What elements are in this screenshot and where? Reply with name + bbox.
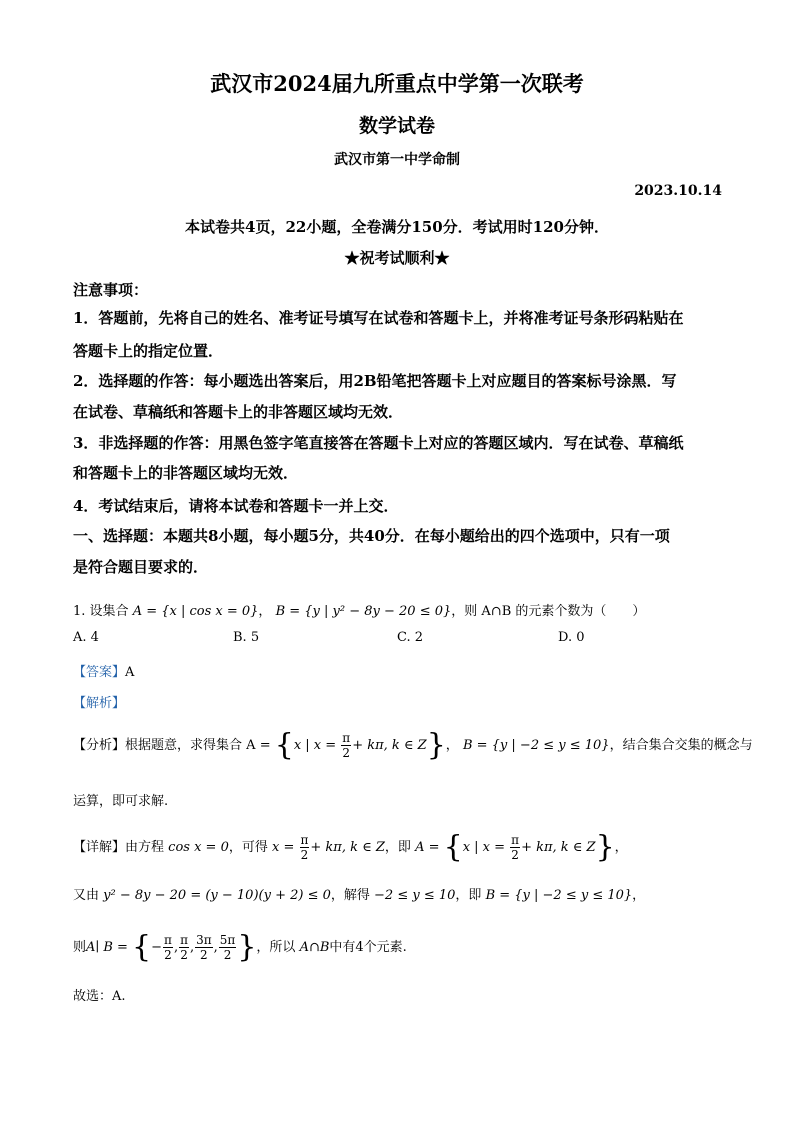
fenxi-text-cont: ，结合集合交集的概念与 [609,738,753,753]
option-a: A. 4 [73,630,99,645]
solve-text: ，解得 [330,888,370,903]
solve-b-line [73,884,645,903]
intersection-ab: A∩B [299,940,330,955]
solve-text: ，即 [455,888,482,903]
solve-eq: y² − 8y − 20 = (y − 10)(y + 2) ≤ 0 [103,888,331,903]
solve-text: ， [632,888,646,903]
solve-ineq: −2 ≤ y ≤ 10 [374,888,456,903]
solve-set-b: B = {y | −2 ≤ y ≤ 10} [485,888,633,903]
q1-prefix: 1. 设集合 [73,604,129,619]
detail-tag: 【详解】 [73,840,126,855]
answer-tag: 【答案】 [73,665,126,680]
answer-line [73,661,134,680]
note-line: 在试卷、草稿纸和答题卡上的非答题区域均无效． [73,403,404,421]
answer-value: A [125,665,135,680]
fenxi-comma: ， [445,738,459,753]
exam-wish: ★祝考试顺利★ [344,249,450,267]
note-line: 答题卡上的指定位置． [73,342,224,360]
q1-set-a: A = {x | cos x = 0} [132,604,259,619]
option-c: C. 2 [397,630,424,645]
q1-sep: ， [258,604,272,619]
notes-heading: 注意事项： [73,281,149,299]
then-text: ，所以 [256,940,296,955]
detail-text: ，可得 [228,840,268,855]
detail-text: 由方程 [125,840,165,855]
then-text: 则 [73,940,87,955]
section-heading-cont: 是符合题目要求的． [73,558,209,576]
detail-text: ， [614,840,628,855]
intersection-line: 则A∣ B = {− $\frac{\pi}{2}$ , $\frac{\pi}{2}$ , $\frac{3\pi}{2}$ , $\frac{5\pi}{2}$ }，所以 A∩B中有4个元素. [73,929,407,965]
note-line: 1．答题前，先将自己的姓名、准考证号填写在试卷和答题卡上，并将准考证号条形码粘贴在 [73,309,684,327]
q1-suffix: ，则 A∩B 的元素个数为（ ） [451,604,646,619]
analysis-tag: 【解析】 [73,696,126,711]
fenxi-text: 根据题意，求得集合 [125,738,243,753]
option-d: D. 0 [558,630,585,645]
exam-date: 2023.10.14 [634,183,722,199]
conclusion: 故选：A. [73,989,126,1004]
then-text: 中有4个元素. [329,940,407,955]
note-line: 和答题卡上的非答题区域均无效． [73,464,299,482]
intersection-lhs: A∣ B = [86,940,128,955]
note-line: 2．选择题的作答：每小题选出答案后，用2B铅笔把答题卡上对应题目的答案标号涂黑．写 [73,372,677,390]
exam-title: 武汉市2024届九所重点中学第一次联考 [210,71,584,96]
note-line: 4．考试结束后，请将本试卷和答题卡一并上交． [73,497,399,515]
fenxi-line: 【分析】根据题意，求得集合 A = {x | x = $\frac{\pi}{2}$ + kπ, k ∈ Z}， B = {y | −2 ≤ y ≤ 10}，结合集合交集的概念与 [73,727,753,763]
fenxi-tag: 【分析】 [73,738,126,753]
fenxi-line-2: 运算，即可求解. [73,794,169,809]
section-heading: 一、选择题：本题共8小题，每小题5分，共40分．在每小题给出的四个选项中，只有一项 [73,527,670,545]
note-line: 3．非选择题的作答：用黑色签字笔直接答在答题卡上对应的答题区域内．写在试卷、草稿纸 [73,434,684,452]
option-b: B. 5 [233,630,260,645]
analysis-line [73,692,125,711]
solve-text: 又由 [73,888,100,903]
detail-line: 【详解】由方程 cos x = 0，可得 x = $\frac{\pi}{2}$ + kπ, k ∈ Z，即 A = {x | x = $\frac{\pi}{2}$ + kπ, k ∈ Z}， [73,829,628,865]
detail-eq: cos x = 0 [168,840,229,855]
exam-subject: 数学试卷 [358,115,435,137]
detail-text: ，即 [384,840,411,855]
q1-set-b: B = {y | y² − 8y − 20 ≤ 0} [275,604,452,619]
fenxi-set-b: B = {y | −2 ≤ y ≤ 10} [462,738,610,753]
exam-setter: 武汉市第一中学命制 [334,152,460,168]
question-1-stem [73,600,645,619]
exam-info: 本试卷共4页，22小题，全卷满分150分．考试用时120分钟． [185,218,609,236]
